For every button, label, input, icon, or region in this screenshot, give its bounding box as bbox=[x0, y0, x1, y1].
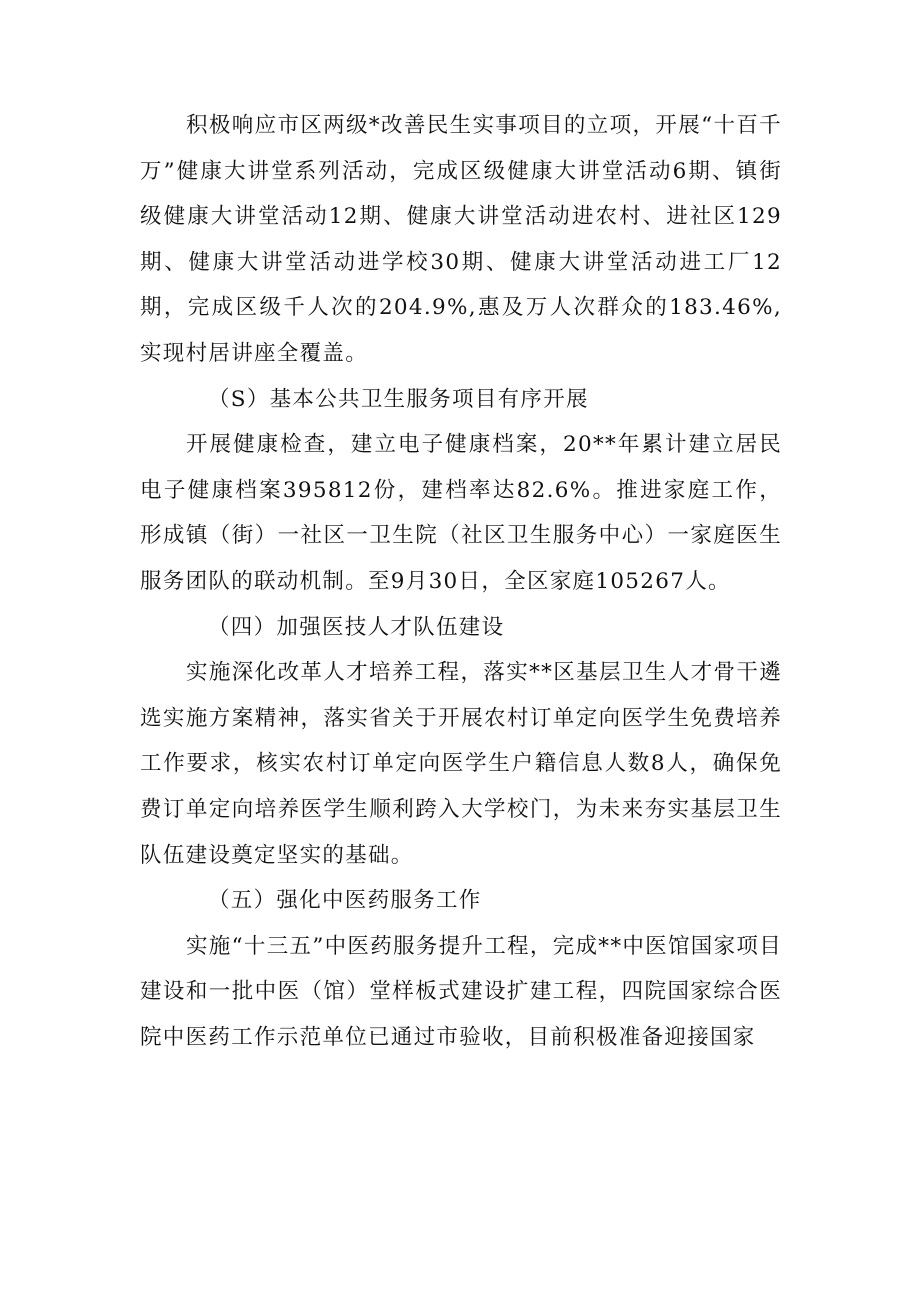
paragraph-talent-training: 实施深化改革人才培养工程，落实**区基层卫生人才骨干遴选实施方案精神，落实省关于开展农村订单定向医学生免费培养工作要求，核实农村订单定向医学生户籍信息人数8人，确保免费订单定向培养医学生顺利跨入大学校门，为未来夯实基层卫生队伍建设奠定坚实的基础。 bbox=[140, 660, 782, 868]
paragraph-tcm-projects: 实施“十三五”中医药服务提升工程，完成**中医馆国家项目建设和一批中医（馆）堂样板式建设扩建工程，四院国家综合医院中医药工作示范单位已通过市验收，目前积极准备迎接国家 bbox=[140, 933, 782, 1050]
section-heading-medical-talent: （四）加强医技人才队伍建设 bbox=[208, 614, 505, 640]
paragraph-health-records: 开展健康检查，建立电子健康档案，20**年累计建立居民电子健康档案395812份，建档率达82.6%。推进家庭工作，形成镇（街）一社区一卫生院（社区卫生服务中心）一家庭医生服务团队的联动机制。至9月30日，全区家庭105267人。 bbox=[140, 432, 782, 594]
paragraph-health-lectures: 积极响应市区两级*改善民生实事项目的立项，开展“十百千万”健康大讲堂系列活动，完成区级健康大讲堂活动6期、镇街级健康大讲堂活动12期、健康大讲堂活动进农村、进社区129期、健康大讲堂活动进学校30期、健康大讲堂活动进工厂12期，完成区级千人次的204.9%,惠及万人次群众的183.46%,实现村居讲座全覆盖。 bbox=[140, 113, 782, 366]
section-heading-public-health: （S）基本公共卫生服务项目有序开展 bbox=[208, 386, 589, 412]
section-heading-tcm-service: （五）强化中医药服务工作 bbox=[208, 888, 482, 914]
